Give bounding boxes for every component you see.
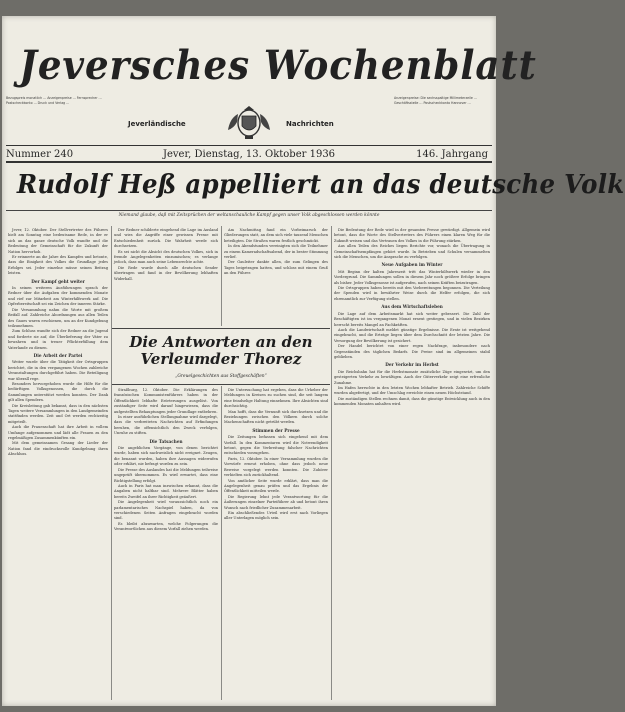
main-headline-subtitle: Niemand glaube, daß mit Zeitsprüchen der weltanschauliche Kampf gegen unser Volk abgeschlossen werden könnte (118, 213, 380, 218)
headline-rule (6, 210, 492, 211)
section-headline: Die Antworten an den Verleumder Thorez (129, 333, 313, 368)
column-rule (331, 226, 332, 700)
section-rule (112, 384, 330, 385)
article-column-2: Der Redner schilderte eingehend die Lage im Ausland und wies die Angriffe einer gewissen Presse mit Entschiedenheit zurück. Die Wahrheit werde sich durchsetzen. Es sei nicht die Absicht des deutschen Volkes, sich in fremde Angelegenheiten einzumischen; es verlange jedoch, dass man auch seine Lebensrechte achte. Die Rede wurde durch alle deutschen Sender übertragen und fand in der Bevölkerung lebhaften Widerhall. (114, 228, 218, 281)
newspaper-page (2, 16, 625, 706)
column-rule (111, 226, 112, 700)
issue-date: Jever, Dienstag, 13. Oktober 1936 (162, 149, 336, 160)
section-rule (112, 328, 330, 329)
section-headline-subtitle: „Greuelgeschichten aus Stoffgeschäften“ (175, 374, 267, 379)
masthead-subtitle-left: Jeverländische (128, 120, 186, 128)
article-column-4: Die Bedeutung der Rede wird in der gesamten Presse gewürdigt. Allgemein wird betont, dass die Worte des Stellvertreters des Führers einen klaren Weg für die Zukunft weisen und das Vertrauen des Volkes in die Führung stärken. Aus allen Teilen des Reiches liegen Berichte vor, wonach die Übertragung in Gemeinschaftsempfängen gehört wurde. In Betrieben und Schulen versammelten sich die Menschen, um die Ansprache zu verfolgen. Neue Aufgaben im Winter Mit Beginn der kalten Jahreszeit tritt das Winterhilfswerk wieder in den Vordergrund. Die Sammlungen sollen in diesem Jahr noch größere Erfolge bringen als bisher. Jeder Volksgenosse ist aufgerufen, nach seinen Kräften beizutragen. Die Ortsgruppen haben bereits mit den Vorbereitungen begonnen. Die Verteilung der Spenden wird in bewährter Weise durch die Helfer erfolgen, die sich ehrenamtlich zur Verfügung stellen. Aus dem Wirtschaftsleben Die Lage auf dem Arbeitsmarkt hat sich weiter gebessert. Die Zahl der Beschäftigten ist im vergangenen Monat erneut gestiegen, und in vielen Bezirken herrscht bereits Mangel an Fachkräften. Auch die Landwirtschaft meldet günstige Ergebnisse. Die Ernte ist weitgehend eingebracht, und die Erträge liegen über dem Durchschnitt der letzten Jahre. Die Versorgung der Bevölkerung ist gesichert. Der Handel berichtet von einer regen Nachfrage, insbesondere nach Gegenständen des täglichen Bedarfs. Die Preise sind im allgemeinen stabil geblieben. Der Verkehr im Herbst Die Reichsbahn hat für die Herbstmonate zusätzliche Züge eingesetzt, um den gesteigerten Verkehr zu bewältigen. Auch der Güterverkehr zeigt eine erfreuliche Zunahme. Im Hafen herrschte in den letzten Wochen lebhafter Betrieb. Zahlreiche Schiffe wurden abgefertigt, und der Umschlag erreichte einen neuen Höchststand. Die zuständigen Stellen rechnen damit, dass die günstige Entwicklung auch in den kommenden Monaten anhalten wird. (334, 228, 490, 407)
article-column-3: Am Nachmittag fand ein Vorbeimarsch der Gliederungen statt, an dem sich viele tausend Menschen beteiligten. Die Straßen waren festlich geschmückt. In den Abendstunden vereinigten sich die Teilnehmer zu einem Kameradschaftsabend, der in bester Stimmung verlief. Der Gauleiter dankte allen, die zum Gelingen des Tages beigetragen hatten, und schloss mit einem Gruß an den Führer. (224, 228, 328, 276)
column-rule (221, 386, 222, 700)
coat-of-arms-icon (224, 104, 274, 140)
section-column-1: Straßburg, 12. Oktober. Die Erklärungen des französischen Kommunistenführers haben in der Öffentlichkeit lebhafte Erörterungen ausgelöst. Von zuständiger Seite wird darauf hingewiesen, dass die aufgestellten Behauptungen jeder Grundlage entbehren. In einer ausführlichen Stellungnahme wird dargelegt, dass die verbreiteten Nachrichten auf Erfindungen beruhen, die offensichtlich den Zweck verfolgen, Unruhe zu stiften. Die Tatsachen Die angeblichen Vorgänge, von denen berichtet wurde, haben sich nachweislich nicht ereignet. Zeugen, die benannt wurden, haben ihre Aussagen widerrufen oder erklärt, nie befragt worden zu sein. Die Presse des Auslandes hat die Meldungen teilweise ungeprüft übernommen. Es wird erwartet, dass eine Richtigstellung erfolgt. Auch in Paris hat man inzwischen erkannt, dass die Angaben nicht haltbar sind. Mehrere Blätter haben bereits Zweifel an ihrer Richtigkeit geäußert. Die Angelegenheit wird voraussichtlich noch ein parlamentarisches Nachspiel haben, da von verschiedenen Seiten Anfragen eingebracht worden sind. Es bleibt abzuwarten, welche Folgerungen die Verantwortlichen aus diesem Vorfall ziehen werden. (114, 388, 218, 532)
issue-volume: 146. Jahrgang (416, 149, 488, 160)
column-rule (221, 226, 222, 326)
masthead-info-right (394, 96, 492, 142)
main-headline: Rudolf Heß appelliert an das deutsche Volk (16, 170, 625, 200)
masthead-info-left (6, 96, 104, 142)
masthead-info-right-text: Anzeigenpreise: Die sechsspaltige Millimeterzeile ... Geschäftsstelle ... Postscheckkonto Hannover ... (394, 96, 477, 105)
article-column-1: Jever, 12. Oktober. Der Stellvertreter des Führers hielt am Sonntag eine bedeutsame Rede, in der er sich an das ganze deutsche Volk wandte und die Bedeutung der Gemeinschaft für die Zukunft der Nation hervorhob. Er erinnerte an die Jahre des Kampfes und betonte, dass die Einigkeit des Volkes die Grundlage jedes Erfolges sei. Jeder einzelne müsse seinen Beitrag leisten. Der Kampf geht weiter In seinen weiteren Ausführungen sprach der Redner über die Aufgaben der kommenden Monate und rief zur Mitarbeit am Winterhilfswerk auf. Die Opferbereitschaft sei ein Zeichen der inneren Stärke. Die Versammlung nahm die Worte mit großem Beifall auf. Zahlreiche Abordnungen aus allen Teilen des Gaues waren erschienen, um an der Kundgebung teilzunehmen. Zum Schluss wandte sich der Redner an die Jugend und forderte sie auf, die Überlieferung der Väter zu bewahren und in treuer Pflichterfüllung dem Vaterlande zu dienen. Die Arbeit der Partei Weiter wurde über die Tätigkeit der Ortsgruppen berichtet, die in den vergangenen Wochen zahlreiche Veranstaltungen durchgeführt haben. Die Beteiligung war überall rege. Besonders hervorgehoben wurde die Hilfe für die bedürftigen Volksgenossen, die durch die Sammlungen unterstützt werden konnten. Der Dank gilt allen Spendern. Die Kreisleitung gab bekannt, dass in den nächsten Tagen weitere Versammlungen in den Landgemeinden stattfinden werden. Zeit und Ort werden rechtzeitig mitgeteilt. Auch die Frauenschaft hat ihre Arbeit in vollem Umfange aufgenommen und lädt alle Frauen zu den regelmäßigen Zusammenkünften ein. Mit dem gemeinsamen Gesang der Lieder der Nation fand die eindrucksvolle Kundgebung ihren Abschluss. (8, 228, 108, 457)
masthead-title: Jeversches Wochenblatt (19, 42, 537, 89)
issue-number: Nummer 240 (6, 149, 74, 160)
masthead-subtitle-right: Nachrichten (286, 120, 334, 128)
dateline-rule (6, 161, 492, 163)
masthead-info-left-text: Bezugspreis monatlich ... Anzeigenpreise ... Fernsprecher ... Postscheckkonto ... Druck und Verlag ... (6, 96, 102, 105)
masthead-rule (6, 145, 492, 146)
section-column-2: Die Untersuchung hat ergeben, dass die Urheber der Meldungen in Kreisen zu suchen sind, die seit langem eine feindselige Haltung einnehmen. Ihre Absichten sind durchsichtig. Man hofft, dass die Vernunft sich durchsetzen und die Beziehungen zwischen den Völkern durch solche Machenschaften nicht getrübt werden. Stimmen der Presse Die Zeitungen befassen sich eingehend mit dem Vorfall. In den Kommentaren wird die Notwendigkeit betont, gegen die Verbreitung falscher Nachrichten entschieden vorzugehen. Paris, 12. Oktober. In einer Versammlung wurden die Vorwürfe erneut erhoben, ohne dass jedoch neue Beweise vorgelegt werden konnten. Die Zuhörer verhielten sich zurückhaltend. Von amtlicher Seite wurde erklärt, dass man die Angelegenheit genau prüfen und das Ergebnis der Öffentlichkeit mitteilen werde. Die Regierung lehnt jede Verantwortung für die Äußerungen einzelner Parteiführer ab und betont ihren Wunsch nach friedlicher Zusammenarbeit. Ein abschließendes Urteil wird erst nach Vorliegen aller Unterlagen möglich sein. (224, 388, 328, 521)
